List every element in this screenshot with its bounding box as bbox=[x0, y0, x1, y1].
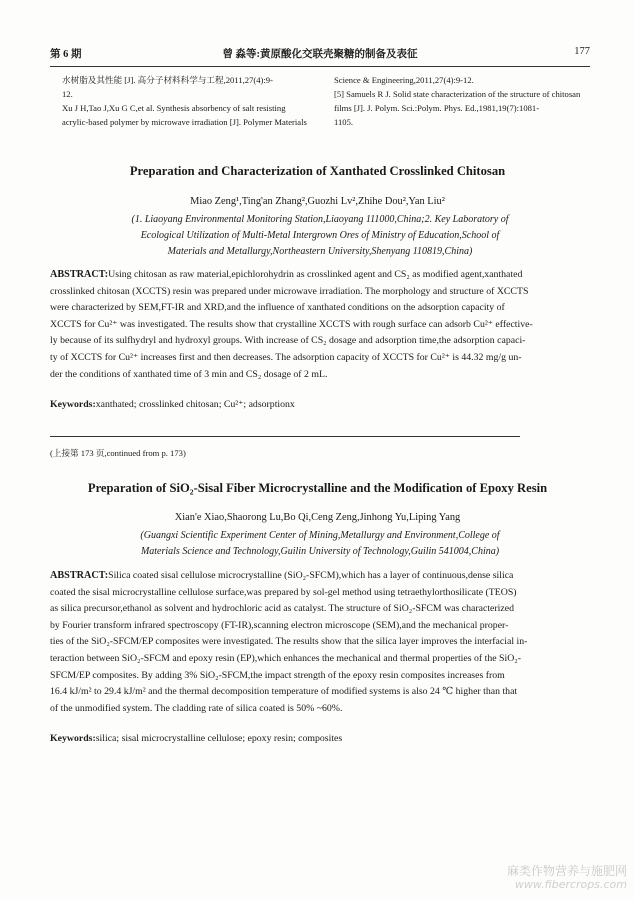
reference-line: 1105. bbox=[334, 117, 354, 127]
article1-authors: Miao Zeng¹,Ting'an Zhang²,Guozhi Lv²,Zhihe Dou²,Yan Liu² bbox=[190, 196, 445, 207]
reference-line: 12. bbox=[62, 89, 73, 99]
affiliation-line: Ecological Utilization of Multi-Metal Intergrown Ores of Ministry of Education,School of bbox=[140, 230, 500, 241]
abstract-line: ties of the SiO₂-SFCM/EP composites were investigated. The results show that the silica layer improves the interfacial in- bbox=[50, 636, 528, 648]
reference-line: [5] Samuels R J. Solid state characterization of the structure of chitosan bbox=[334, 89, 581, 99]
watermark-cn: 麻类作物营养与施肥网 bbox=[506, 864, 627, 878]
affiliation-line: Materials Science and Technology,Guilin University of Technology,Guilin 541004,China) bbox=[140, 546, 500, 557]
header-rule bbox=[50, 66, 590, 67]
keywords-label: Keywords: bbox=[50, 399, 96, 410]
article2-authors: Xian'e Xiao,Shaorong Lu,Bo Qi,Ceng Zeng,Jinhong Yu,Liping Yang bbox=[174, 512, 461, 523]
article1-affiliation bbox=[50, 212, 590, 260]
abstract-line: Silica coated sisal cellulose microcrystalline (SiO₂-SFCM),which has a layer of continuous,dense silica bbox=[108, 570, 514, 581]
article1-keywords bbox=[50, 399, 295, 410]
abstract-line: der the conditions of xanthated time of 3 min and CS₂ dosage of 2 mL. bbox=[50, 368, 328, 380]
reference-line: Science & Engineering,2011,27(4):9-12. bbox=[334, 75, 474, 85]
abstract-line: 16.4 kJ/m² to 29.4 kJ/m² and the thermal decomposition temperature of modified systems is also 24 ℃ higher than that bbox=[50, 686, 518, 698]
running-header bbox=[50, 46, 590, 62]
keywords-text: xanthated; crosslinked chitosan; Cu²⁺; adsorptionx bbox=[95, 399, 295, 410]
article1-abstract bbox=[50, 267, 590, 383]
references-right bbox=[334, 73, 592, 129]
abstract-line: as silica precursor,ethanol as solvent and hydrochloric acid as catalyst. The structure of SiO₂-SFCM was characterized bbox=[50, 603, 514, 615]
continued-note: (上接第 173 页,continued from p. 173) bbox=[50, 448, 186, 458]
affiliation-line: Materials and Metallurgy,Northeastern University,Shenyang 110819,China) bbox=[167, 246, 473, 257]
issue-label: 第 6 期 bbox=[50, 49, 82, 60]
affiliation-line: (1. Liaoyang Environmental Monitoring Station,Liaoyang 111000,China;2. Key Laboratory of bbox=[131, 214, 509, 225]
abstract-line: SFCM/EP composites. By adding 3% SiO₂-SFCM,the impact strength of the epoxy resin composites increases from bbox=[50, 669, 505, 681]
page-number: 177 bbox=[574, 46, 590, 57]
abstract-line: ty of XCCTS for Cu²⁺ increases first and then decreases. The adsorption capacity of XCCTS for Cu²⁺ is 44.32 mg/g un- bbox=[50, 351, 522, 363]
keywords-label: Keywords: bbox=[50, 733, 96, 744]
reference-line: 水树脂及其性能 [J]. 高分子材料科学与工程,2011,27(4):9- bbox=[62, 75, 273, 85]
abstract-line: ly because of its sulfhydryl and hydroxyl groups. With increase of CS₂ dosage and adsorption time,the adsorption capaci- bbox=[50, 335, 526, 347]
abstract-line: coated the sisal microcrystalline cellulose surface,was prepared by sol-gel method using tetraethylorthosilicate (TEOS) bbox=[50, 586, 517, 598]
reference-line: films [J]. J. Polym. Sci.:Polym. Phys. Ed.,1981,19(7):1081- bbox=[334, 103, 540, 113]
article2-abstract bbox=[50, 568, 590, 717]
watermark-url: www.fibercrops.com bbox=[514, 878, 627, 891]
abstract-line: by Fourier transform infrared spectroscopy (FT-IR),scanning electron microscope (SEM),and the mechanical proper- bbox=[50, 619, 509, 631]
abstract-line: crosslinked chitosan (XCCTS) resin was prepared under microwave irradiation. The morphology and structure of XCCTS bbox=[50, 285, 529, 297]
reference-line: Xu J H,Tao J,Xu G C,et al. Synthesis absorbency of salt resisting bbox=[62, 103, 286, 113]
reference-line: acrylic-based polymer by microwave irradiation [J]. Polymer Materials bbox=[62, 117, 307, 127]
article2-affiliation bbox=[50, 528, 590, 560]
section-rule bbox=[50, 436, 520, 437]
abstract-line: Using chitosan as raw material,epichlorohydrin as crosslinked agent and CS₂ as modified agent,xanthated bbox=[108, 269, 523, 280]
references-left bbox=[62, 73, 324, 129]
article1-title: Preparation and Characterization of Xanthated Crosslinked Chitosan bbox=[129, 164, 506, 178]
abstract-line: were characterized by SEM,FT-IR and XRD,and the influence of xanthated conditions on the adsorption capacity of bbox=[50, 302, 505, 314]
article2-keywords bbox=[50, 733, 342, 744]
abstract-line: teraction between SiO₂-SFCM and epoxy resin (EP),which enhances the mechanical and thermal properties of the SiO₂- bbox=[50, 652, 521, 664]
running-title: 曾 淼等:黄原酸化交联壳聚糖的制备及表征 bbox=[222, 49, 418, 60]
keywords-text: silica; sisal microcrystalline cellulose; epoxy resin; composites bbox=[95, 733, 343, 744]
abstract-line: XCCTS for Cu²⁺ was investigated. The results show that crystalline XCCTS with rough surface can adsorb Cu²⁺ effective- bbox=[50, 318, 533, 330]
abstract-label: ABSTRACT: bbox=[50, 269, 109, 280]
article2-title: Preparation of SiO₂-Sisal Fiber Microcrystalline and the Modification of Epoxy Resin bbox=[87, 481, 548, 495]
abstract-label: ABSTRACT: bbox=[50, 570, 109, 581]
abstract-line: of the unmodified system. The cladding rate of silica coated is 50% ~60%. bbox=[50, 702, 343, 714]
affiliation-line: (Guangxi Scientific Experiment Center of Mining,Metallurgy and Environment,College of bbox=[140, 530, 500, 541]
